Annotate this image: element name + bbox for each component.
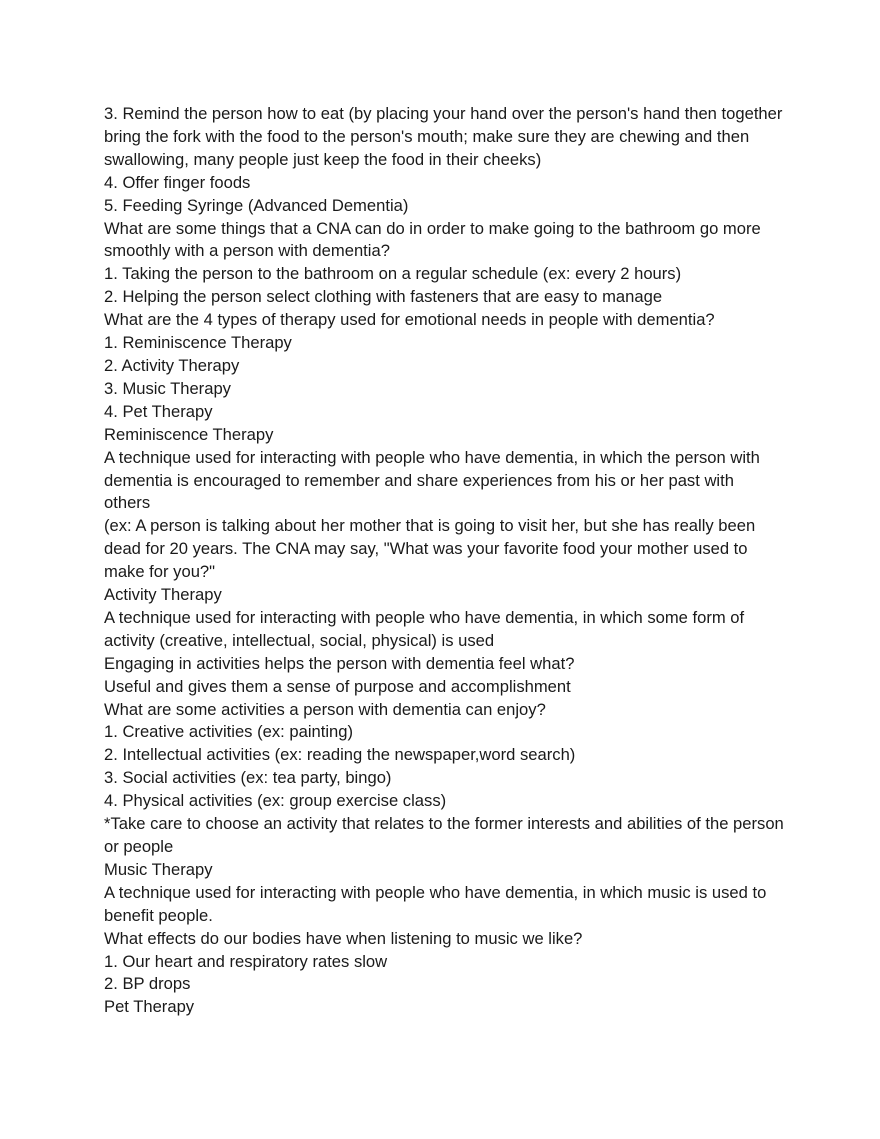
question-line: What are some activities a person with dementia can enjoy? [104, 699, 546, 719]
document-body [104, 103, 784, 1019]
text-line: 1. Taking the person to the bathroom on a regular schedule (ex: every 2 hours) [104, 264, 682, 284]
question-line: What are some things that a CNA can do in order to make going to the bathroom go more smoothly with a person with dementia? [104, 218, 761, 261]
text-line: 3. Social activities (ex: tea party, bingo) [104, 768, 392, 788]
text-line: 5. Feeding Syringe (Advanced Dementia) [104, 195, 409, 215]
term-line: Activity Therapy [104, 585, 222, 605]
definition-line: A technique used for interacting with people who have dementia, in which some form of activity (creative, intellectual, social, physical) is used [104, 607, 745, 650]
text-line: 1. Our heart and respiratory rates slow [104, 951, 388, 971]
text-line: 4. Physical activities (ex: group exercise class) [104, 791, 447, 811]
text-line: Useful and gives them a sense of purpose and accomplishment [104, 676, 571, 696]
text-line: 3. Remind the person how to eat (by placing your hand over the person's hand then together bring the fork with the food to the person's mouth; make sure they are chewing and then swallowing, many people just keep the food in their cheeks) [104, 104, 783, 169]
term-line: Reminiscence Therapy [104, 424, 274, 444]
text-line: 1. Creative activities (ex: painting) [104, 722, 354, 742]
text-line: 1. Reminiscence Therapy [104, 333, 292, 353]
text-line: 2. Activity Therapy [104, 355, 240, 375]
term-line: Pet Therapy [104, 997, 195, 1017]
question-line: What are the 4 types of therapy used for emotional needs in people with dementia? [104, 310, 715, 330]
text-line: 4. Offer finger foods [104, 172, 251, 192]
text-line: 2. BP drops [104, 974, 191, 994]
note-line: *Take care to choose an activity that relates to the former interests and abilities of the person or people [104, 814, 784, 856]
question-line: What effects do our bodies have when listening to music we like? [104, 928, 583, 948]
text-line: 2. Helping the person select clothing with fasteners that are easy to manage [104, 287, 663, 307]
text-line: 2. Intellectual activities (ex: reading the newspaper,word search) [104, 745, 576, 765]
definition-line: A technique used for interacting with people who have dementia, in which music is used to benefit people. [104, 882, 767, 925]
text-line: 3. Music Therapy [104, 378, 231, 398]
example-line: (ex: A person is talking about her mother that is going to visit her, but she has really been dead for 20 years. The CNA may say, "What was your favorite food your mother used to make for you?" [104, 516, 756, 582]
term-line: Music Therapy [104, 859, 213, 879]
question-line: Engaging in activities helps the person with dementia feel what? [104, 653, 575, 673]
text-line: 4. Pet Therapy [104, 401, 213, 421]
definition-line: A technique used for interacting with people who have dementia, in which the person with dementia is encouraged to remember and share experiences from his or her past with others [104, 447, 760, 513]
